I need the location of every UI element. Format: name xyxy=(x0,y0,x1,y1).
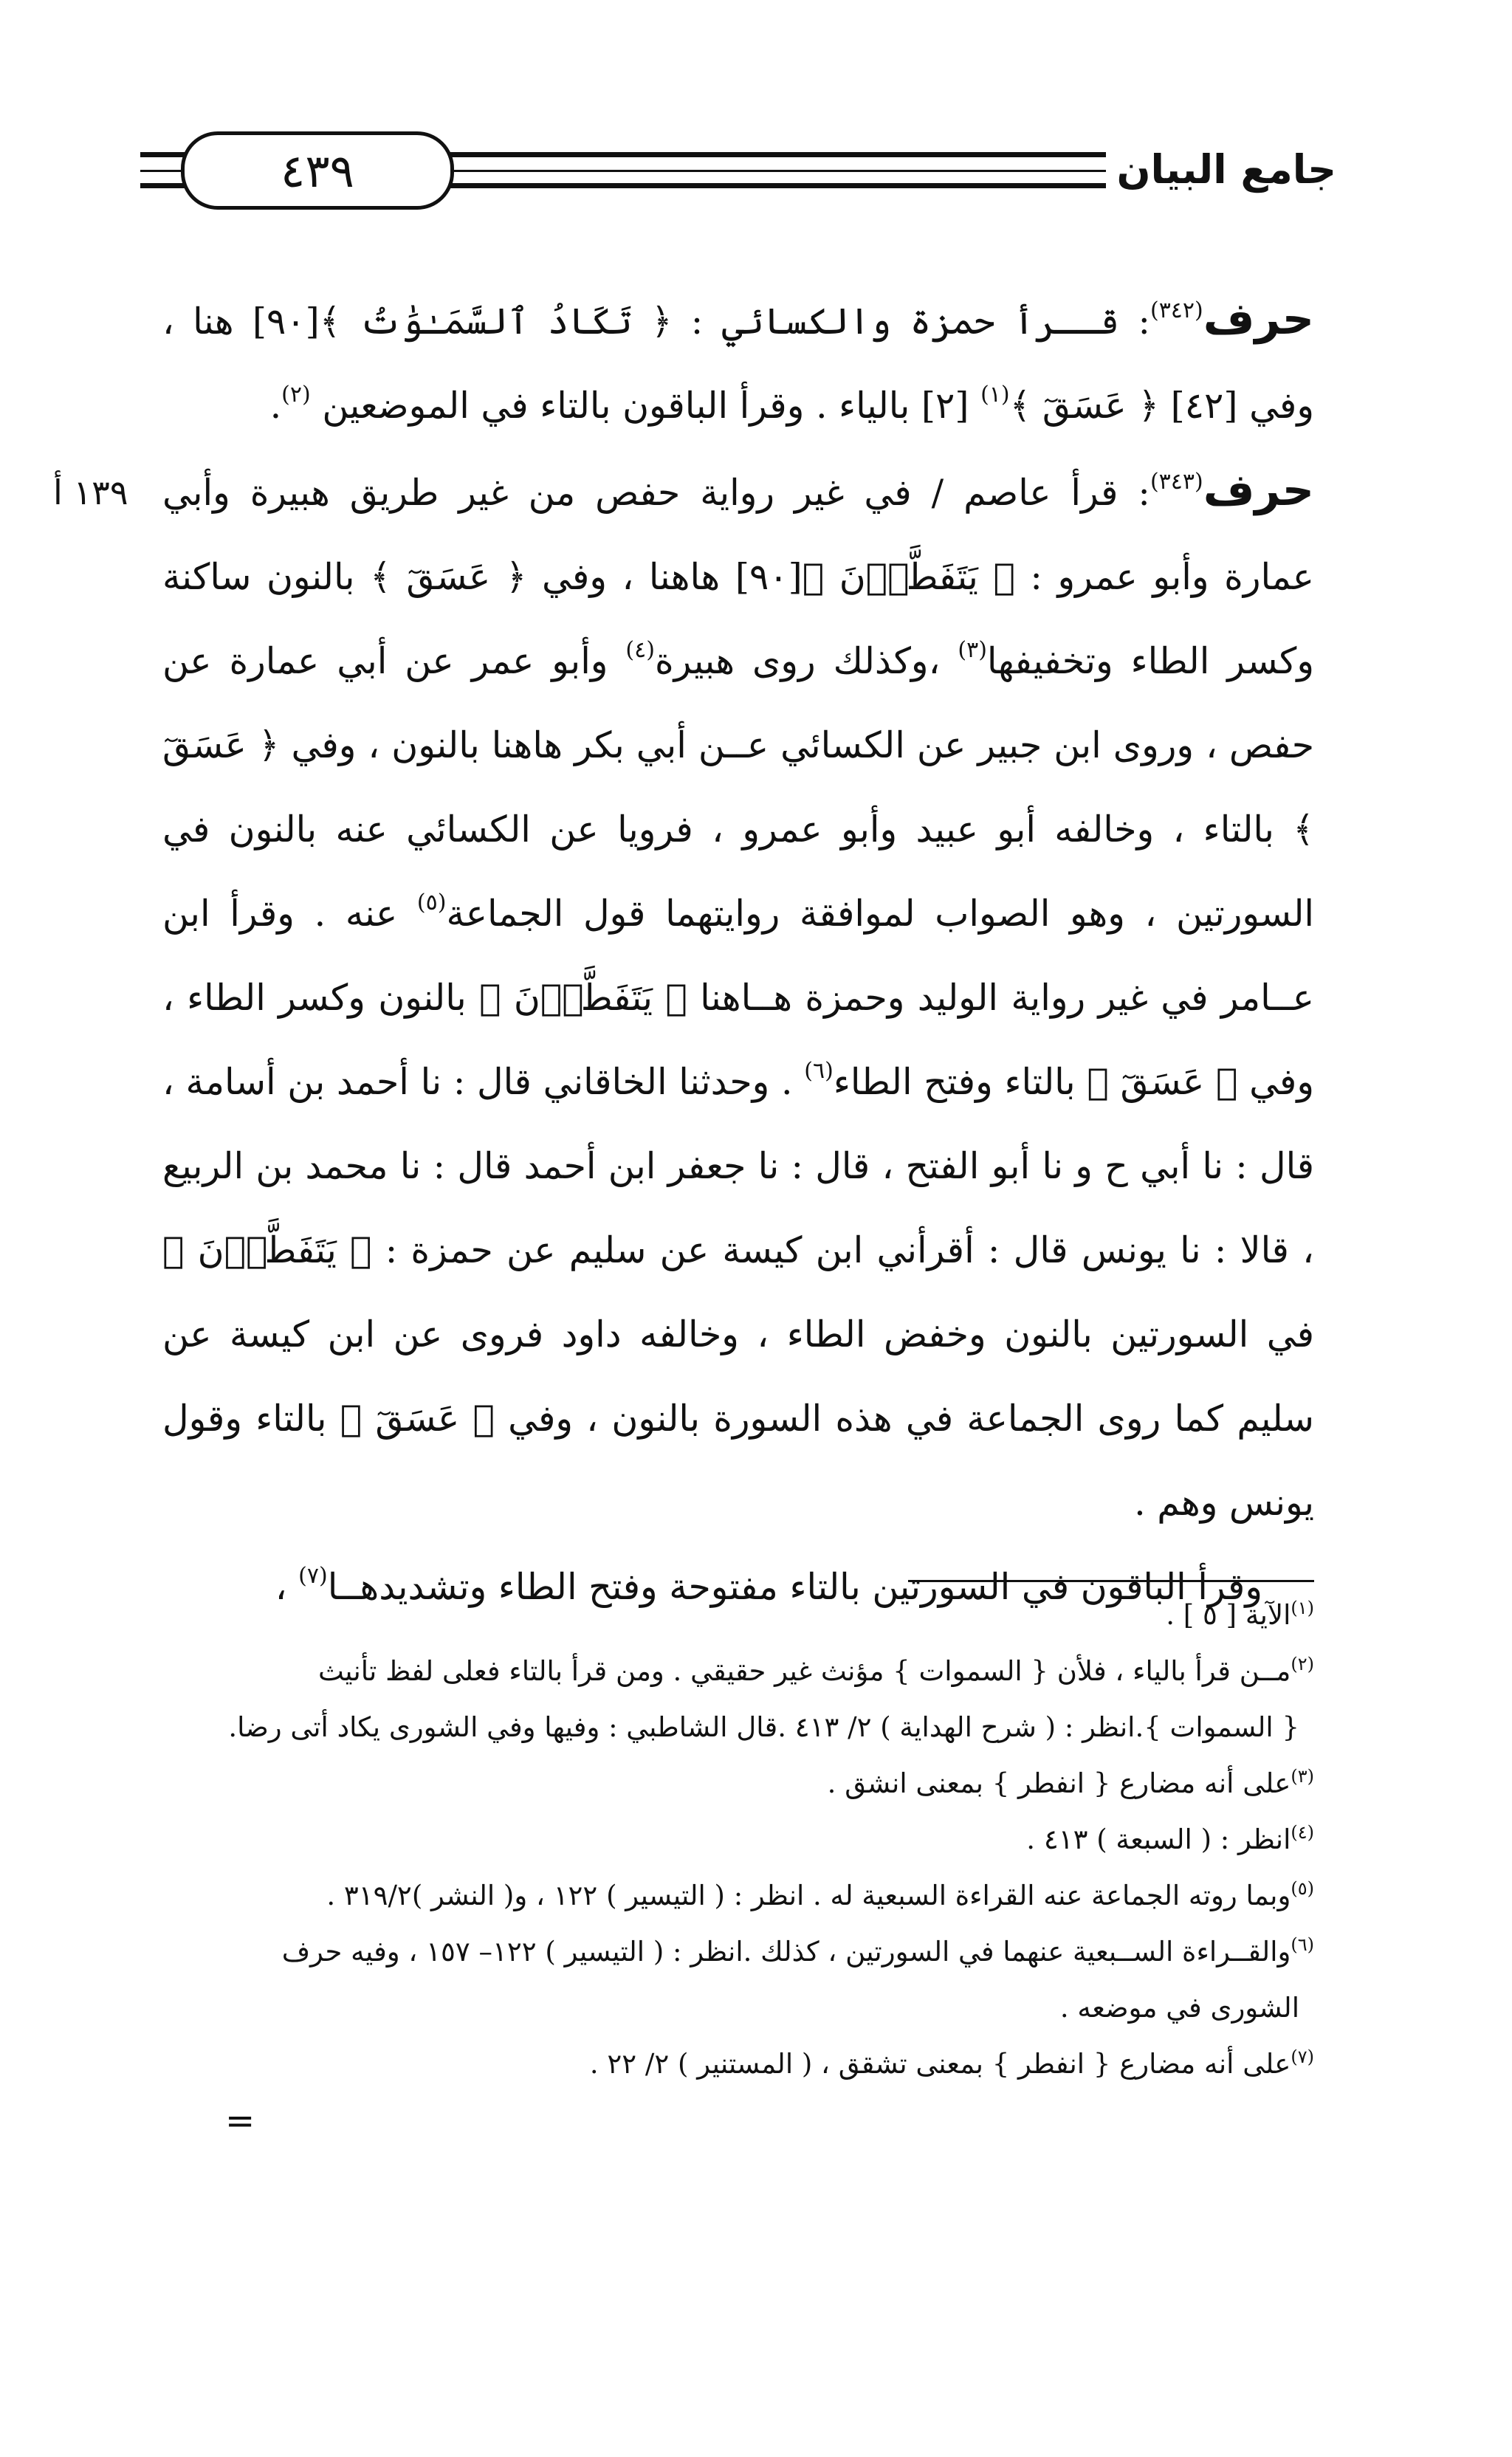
footnote-text: الشورى في موضعه . xyxy=(1059,1992,1299,2024)
footnote-ref: (٤) xyxy=(625,637,655,663)
footnote xyxy=(148,1756,1314,1812)
text-span: ، xyxy=(275,1566,287,1608)
footnote-number: (١) xyxy=(1291,1598,1314,1618)
text-span: [٢] بالياء . وقرأ الباقون بالتاء في الموضعين xyxy=(322,385,969,427)
text-span: وقرأ الباقون في السورتين بالتاء مفتوحة وفتح الطاء وتشديدهــا xyxy=(327,1566,1262,1608)
footnote-ref: (٢) xyxy=(281,382,311,408)
text-span: : قــرأ حمزة والكسائي : ﴿ تَكَادُ ٱلسَّمَـٰوَٰتُ ﴾[٩٠] هنا ، وفي [٤٢] xyxy=(162,300,1314,427)
footnote xyxy=(148,1812,1314,1868)
footnote-number: (٧) xyxy=(1291,2047,1314,2067)
side-mark: = xyxy=(225,2100,255,2142)
footnote-text: على أنه مضارع { انفطر } بمعنى انشق . xyxy=(827,1767,1291,1799)
footnote-ref: (٧) xyxy=(298,1563,328,1589)
footnote xyxy=(148,2036,1314,2092)
footnote-text: وبما روته الجماعة عنه القراءة السبعية له . انظر : ( التيسير ) ١٢٢ ، و( النشر )٣١٩/٢ . xyxy=(326,1880,1291,1911)
footnote-text: انظر : ( السبعة ) ٤١٣ . xyxy=(1026,1824,1291,1855)
text-span: ،وكذلك روى هبيرة xyxy=(654,640,941,682)
footnote-separator xyxy=(908,1580,1314,1582)
footnote xyxy=(148,1868,1314,1924)
footnote-text: على أنه مضارع { انفطر } بمعنى تشقق ، ( المستنير ) ٢/ ٢٢ . xyxy=(589,2048,1291,2080)
footnote-text: الآية [ ٥ ] . xyxy=(1166,1599,1291,1631)
text-span: ﴿ عَسَقٓ ﴾ xyxy=(1009,385,1160,427)
footnote-text: مــن قرأ بالياء ، فلأن { السموات } مؤنث غير حقيقي . ومن قرأ بالتاء فعلى لفظ تأنيث xyxy=(317,1655,1291,1687)
page-header xyxy=(140,126,1336,221)
entry-number: (٣٤٣) xyxy=(1150,469,1203,495)
footnote xyxy=(148,1643,1314,1700)
footnote-continuation xyxy=(148,1980,1314,2036)
footnote xyxy=(148,1924,1314,1980)
harf-label: حرف xyxy=(1203,464,1314,516)
book-title: جامع البيان xyxy=(1106,146,1336,193)
text-span: : قرأ عاصم / في غير رواية حفص من غير طريق هبيرة وأبي عمارة وأبو عمرو : ﴿ يَتَفَطَّرۡنَ ﴾[٩٠] هاهنا ، وفي ﴿ عَسَقٓ ﴾ بالنون ساكنة وكسر الطاء وتخفيفها xyxy=(162,472,1315,682)
manuscript-folio-note: ١٣٩ أ xyxy=(53,472,128,512)
footnote-number: (٢) xyxy=(1291,1654,1314,1674)
footnote-ref: (٣) xyxy=(958,637,987,663)
main-text xyxy=(162,277,1314,1629)
text-span: . xyxy=(269,385,282,427)
paragraph-harf-342 xyxy=(162,277,1314,448)
footnote xyxy=(148,1587,1314,1643)
footnote-ref: (١) xyxy=(980,382,1010,408)
paragraph-harf-343 xyxy=(162,448,1314,1545)
footnote-number: (٦) xyxy=(1291,1934,1314,1955)
footnotes xyxy=(148,1587,1314,2092)
footnote-number: (٥) xyxy=(1291,1878,1314,1899)
footnote-text: { السموات }.انظر : ( شرح الهداية ) ٢/ ٤١٣ .قال الشاطبي : وفيها وفي الشورى يكاد أتى رضا. xyxy=(228,1711,1299,1743)
text-span: . وحدثنا الخاقاني قال : نا أحمد بن أسامة ، قال : نا أبي ح و نا أبو الفتح ، قال : نا جعفر ابن أحمد قال : نا محمد بن الربيع ، قالا : نا يونس قال : أقرأني ابن كيسة عن سليم عن حمزة : ﴿ يَتَفَطَّرۡنَ ﴾ في السورتين بالنون وخفض الطاء ، وخالفه داود فروى عن ابن كيسة عن سليم كما روى الجماعة في هذه السورة بالنون ، وفي ﴿ عَسَقٓ ﴾ بالتاء وقول يونس وهم . xyxy=(162,1061,1314,1524)
harf-label: حرف xyxy=(1203,293,1315,345)
text-span: عنه . وقرأ ابن عــامر في غير رواية الوليد وحمزة هــاهنا ﴿ يَتَفَطَّرۡنَ ﴾ بالنون وكسر الطاء ، وفي ﴿ عَسَقٓ ﴾ بالتاء وفتح الطاء xyxy=(162,893,1315,1103)
footnote-continuation xyxy=(148,1700,1314,1756)
footnote-number: (٣) xyxy=(1291,1766,1314,1787)
footnote-ref: (٥) xyxy=(416,890,447,915)
footnote-ref: (٦) xyxy=(804,1058,834,1084)
footnote-number: (٤) xyxy=(1291,1822,1314,1843)
footnote-text: والقــراءة الســبعية عنهما في السورتين ، كذلك .انظر : ( التيسير ) ١٢٢– ١٥٧ ، وفيه حرف xyxy=(281,1936,1291,1968)
page-number: ٤٣٩ xyxy=(181,131,454,210)
text-span: وأبو عمر عن أبي عمارة عن حفص ، وروى ابن جبير عن الكسائي عــن أبي بكر هاهنا بالنون ، وفي ﴿ عَسَقٓ ﴾ بالتاء ، وخالفه أبو عبيد وأبو عمرو ، فرويا عن الكسائي عنه بالنون في السورتين ، وهو الصواب لموافقة روايتهما قول الجماعة xyxy=(162,640,1315,935)
entry-number: (٣٤٢) xyxy=(1150,298,1203,323)
